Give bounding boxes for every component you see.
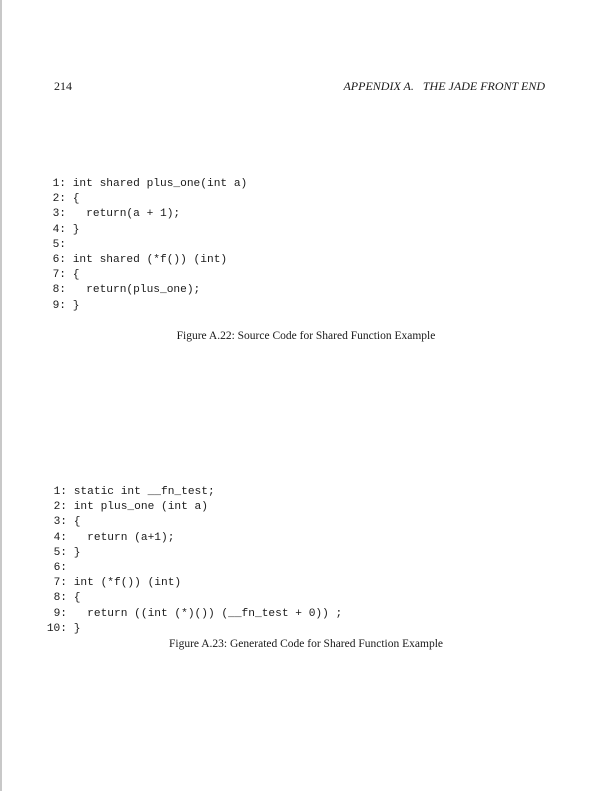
code-text: return(a + 1); <box>66 208 181 221</box>
source-code-listing <box>52 177 247 314</box>
page-number: 214 <box>54 79 72 93</box>
line-number: 4: <box>52 223 66 236</box>
code-line <box>45 607 342 622</box>
line-number: 1: <box>52 178 66 190</box>
code-line <box>52 299 247 314</box>
code-line <box>52 238 247 253</box>
code-text: int plus_one (int a) <box>67 501 208 514</box>
line-number: 8: <box>52 284 66 297</box>
code-line <box>52 192 247 207</box>
code-line <box>45 561 342 576</box>
code-line <box>52 223 247 238</box>
figure-caption: Figure A.23: Generated Code for Shared Function Example <box>168 638 444 650</box>
code-line <box>45 546 342 561</box>
line-number: 8: <box>53 592 67 605</box>
code-text: } <box>67 622 81 635</box>
code-line <box>52 283 247 298</box>
code-text: } <box>66 299 80 312</box>
code-text: } <box>67 546 81 559</box>
generated-code-listing <box>45 485 342 637</box>
line-number: 10: <box>46 622 67 635</box>
code-line <box>45 485 342 500</box>
code-text: return ((int (*)()) (__fn_test + 0)) ; <box>67 607 343 620</box>
line-number: 2: <box>53 501 67 514</box>
line-number: 6: <box>53 561 67 574</box>
line-number: 4: <box>53 531 67 544</box>
line-number: 2: <box>52 193 66 206</box>
page-scan-edge <box>0 0 2 791</box>
code-text: static int __fn_test; <box>67 486 215 498</box>
line-number: 5: <box>52 238 66 251</box>
code-text: return(plus_one); <box>66 284 201 297</box>
line-number: 3: <box>53 516 67 529</box>
code-line <box>52 207 247 222</box>
code-line <box>45 576 342 591</box>
line-number: 9: <box>52 299 66 312</box>
code-text: int shared plus_one(int a) <box>66 178 248 190</box>
code-line <box>45 531 342 546</box>
code-line <box>45 591 342 606</box>
code-text: } <box>66 223 80 236</box>
code-text: { <box>66 193 80 206</box>
code-line <box>52 177 247 192</box>
code-text: int (*f()) (int) <box>67 577 182 590</box>
code-text: { <box>66 269 80 282</box>
code-line <box>45 622 342 637</box>
line-number: 1: <box>53 486 67 498</box>
code-line <box>45 500 342 515</box>
line-number: 5: <box>53 546 67 559</box>
running-header: APPENDIX A. THE JADE FRONT END <box>343 79 545 93</box>
line-number: 9: <box>53 607 67 620</box>
line-number: 7: <box>52 269 66 282</box>
line-number: 3: <box>52 208 66 221</box>
code-line <box>52 253 247 268</box>
figure-caption: Figure A.22: Source Code for Shared Function Example <box>176 330 436 342</box>
code-text: int shared (*f()) (int) <box>66 253 228 266</box>
code-line <box>45 515 342 530</box>
code-text: { <box>67 516 81 529</box>
code-line <box>52 268 247 283</box>
code-text: { <box>67 592 81 605</box>
line-number: 7: <box>53 577 67 590</box>
code-text: return (a+1); <box>67 531 175 544</box>
line-number: 6: <box>52 253 66 266</box>
